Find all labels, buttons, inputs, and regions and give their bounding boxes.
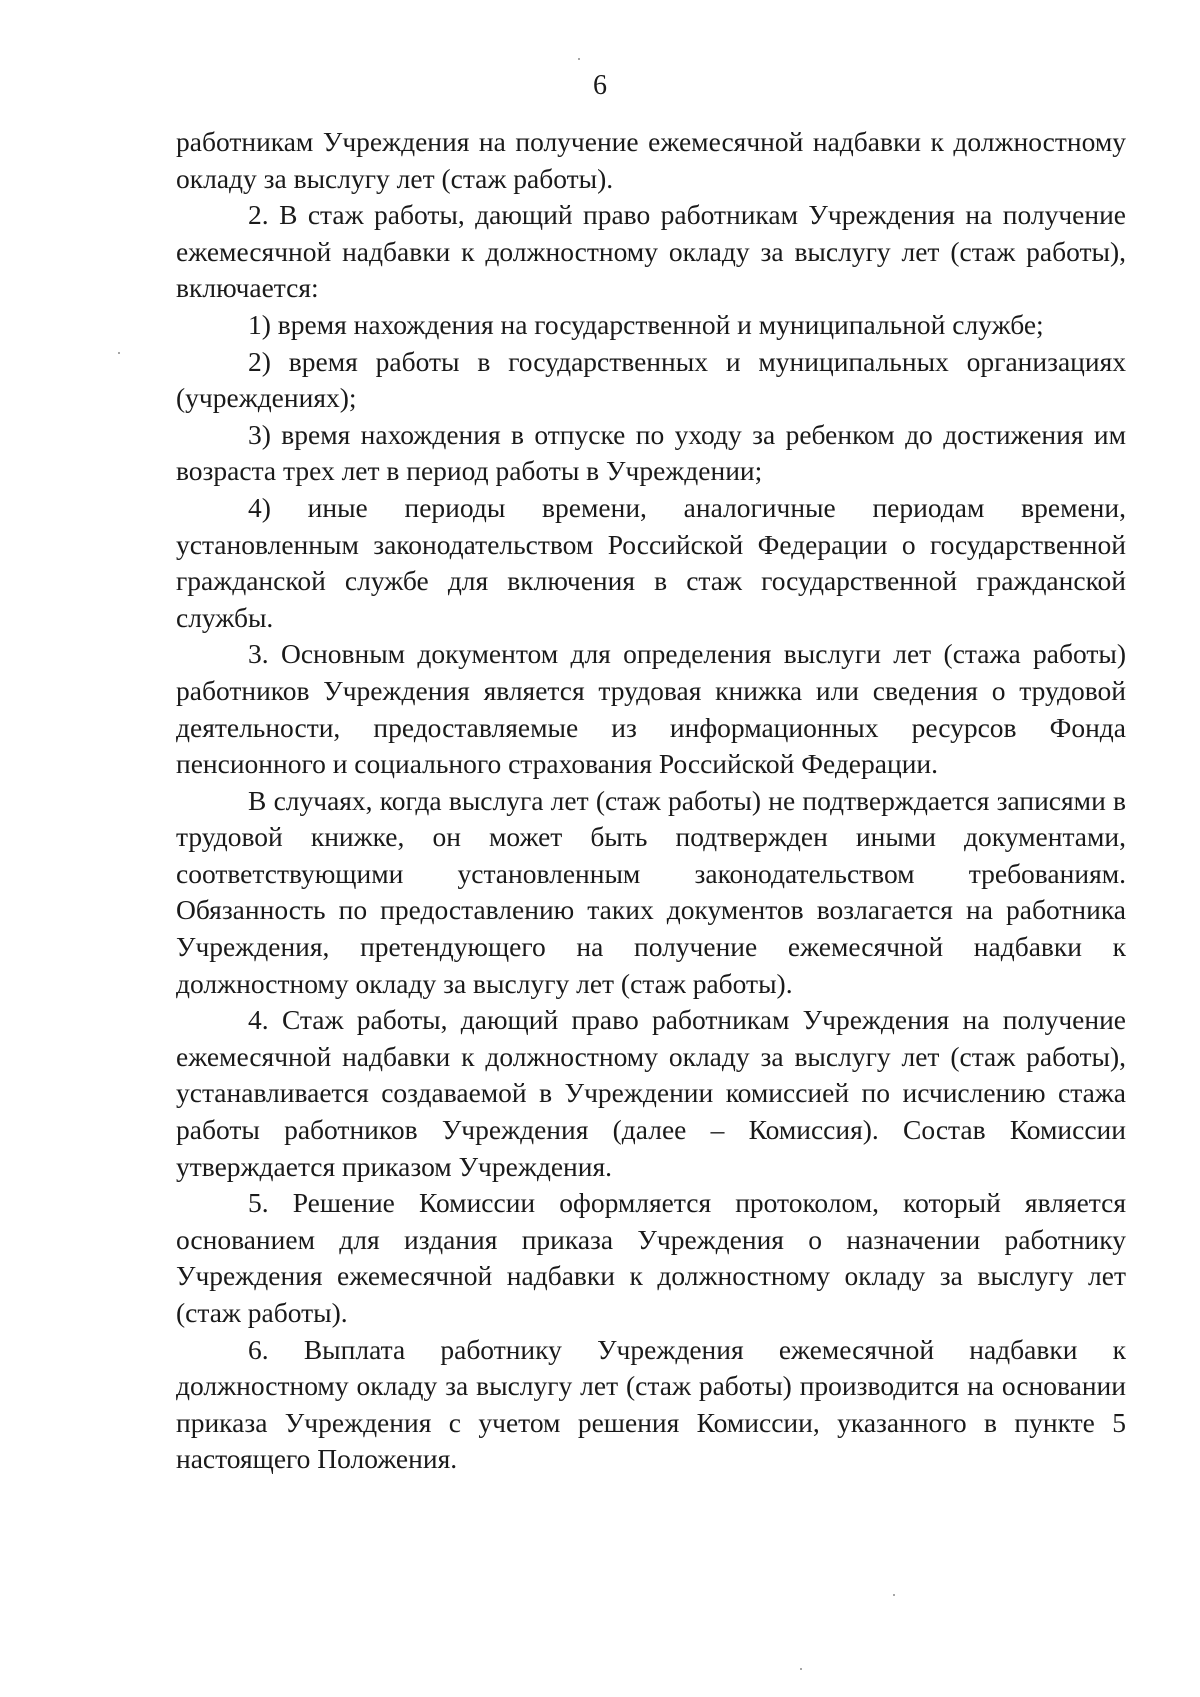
paragraph-subitem-3: 3) время нахождения в отпуске по уходу за ребенком до достижения им возраста трех лет в период работы в Учреждении;: [176, 418, 1126, 487]
page-number: 6: [593, 70, 607, 101]
paragraph-subitem-4: 4) иные периоды времени, аналогичные периодам времени, установленным законодательством Российской Федерации о государственной гражданской службе для включения в стаж государственной гражданской службы.: [176, 491, 1126, 633]
scan-speck: [578, 58, 580, 60]
paragraph-item-5: 5. Решение Комиссии оформляется протоколом, который является основанием для издания приказа Учреждения о назначении работнику Учреждения ежемесячной надбавки к должностному окладу за выслугу лет (стаж работы).: [176, 1187, 1126, 1328]
paragraph-item-3: 3. Основным документом для определения выслуги лет (стажа работы) работников Учреждения является трудовая книжка или сведения о трудовой деятельности, предоставляемые из информационных ресурсов Фонда пенсионного и социального страхования Российской Федерации.: [176, 638, 1126, 780]
paragraph-item-3-cases: В случаях, когда выслуга лет (стаж работы) не подтверждается записями в трудовой книжке, он может быть подтвержден иными документами, соответствующими установленным законодательством требованиям. Обязанность по предоставлению таких документов возлагается на работника Учреждения, претендующего на получение ежемесячной надбавки к должностному окладу за выслугу лет (стаж работы).: [176, 784, 1126, 999]
scan-speck: [800, 1668, 802, 1670]
paragraph-item-6: 6. Выплата работнику Учреждения ежемесячной надбавки к должностному окладу за выслугу лет (стаж работы) производится на основании приказа Учреждения с учетом решения Комиссии, указанного в пункте 5 настоящего Положения.: [176, 1333, 1126, 1475]
paragraph-item-2: 2. В стаж работы, дающий право работникам Учреждения на получение ежемесячной надбавки к должностному окладу за выслугу лет (стаж работы), включается:: [176, 199, 1126, 304]
paragraph-continuation: работникам Учреждения на получение ежемесячной надбавки к должностному окладу за выслугу лет (стаж работы).: [176, 126, 1126, 194]
document-body: [176, 124, 1126, 1478]
scan-speck: [118, 352, 120, 354]
scan-speck: [893, 1594, 895, 1596]
paragraph-subitem-1: 1) время нахождения на государственной и муниципальной службе;: [248, 308, 1044, 340]
paragraph-subitem-2: 2) время работы в государственных и муниципальных организациях (учреждениях);: [176, 345, 1126, 414]
paragraph-item-4: 4. Стаж работы, дающий право работникам Учреждения на получение ежемесячной надбавки к должностному окладу за выслугу лет (стаж работы), устанавливается создаваемой в Учреждении комиссией по исчислению стажа работы работников Учреждения (далее – Комиссия). Состав Комиссии утверждается приказом Учреждения.: [176, 1004, 1126, 1182]
